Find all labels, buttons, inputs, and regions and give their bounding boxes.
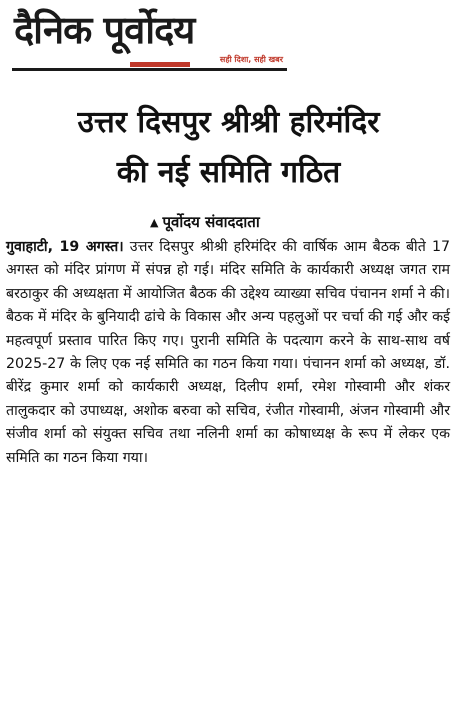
newspaper-logo: दैनिक पूर्वोदय <box>14 8 195 52</box>
masthead-rule <box>12 68 287 71</box>
triangle-icon: ▲ <box>150 216 159 229</box>
headline-line-1: उत्तर दिसपुर श्रीश्री हरिमंदिर <box>77 105 380 140</box>
byline-text: पूर्वोदय संवाददाता <box>162 213 260 231</box>
article-dateline: गुवाहाटी, 19 अगस्त। <box>6 239 124 255</box>
article-headline <box>0 98 457 198</box>
newspaper-masthead <box>12 6 287 72</box>
logo-accent-bar <box>130 62 190 67</box>
headline-line-2: की नई समिति गठित <box>116 155 341 190</box>
logo-tagline: सही दिशा, सही खबर <box>219 55 283 64</box>
article-body <box>6 236 450 470</box>
article-body-text: उत्तर दिसपुर श्रीश्री हरिमंदिर की वार्षिक आम बैठक बीते 17 अगस्त को मंदिर प्रांगण में संपन्न हो गई। मंदिर समिति के कार्यकारी अध्यक्ष जगत राम बरठाकुर की अध्यक्षता में आयोजित बैठक की उद्देश्य व्याख्या सचिव पंचानन शर्मा ने की। बैठक में मंदिर के बुनियादी ढांचे के विकास और अन्य पहलुओं पर चर्चा की गई और कई महत्वपूर्ण प्रस्ताव पारित किए गए। पुरानी समिति के पदत्याग करने के साथ-साथ वर्ष 2025-27 के लिए एक नई समिति का गठन किया गया। पंचानन शर्मा को अध्यक्ष, डॉ. बीरेंद्र कुमार शर्मा को कार्यकारी अध्यक्ष, दिलीप शर्मा, रमेश गोस्वामी और शंकर तालुकदार को उपाध्यक्ष, अशोक बरुवा को सचिव, रंजीत गोस्वामी, अंजन गोस्वामी और संजीव शर्मा को संयुक्त सचिव तथा नलिनी शर्मा का कोषाध्यक्ष के रूप में लेकर एक समिति का गठन किया गया। <box>6 239 451 466</box>
article-byline <box>150 212 260 233</box>
